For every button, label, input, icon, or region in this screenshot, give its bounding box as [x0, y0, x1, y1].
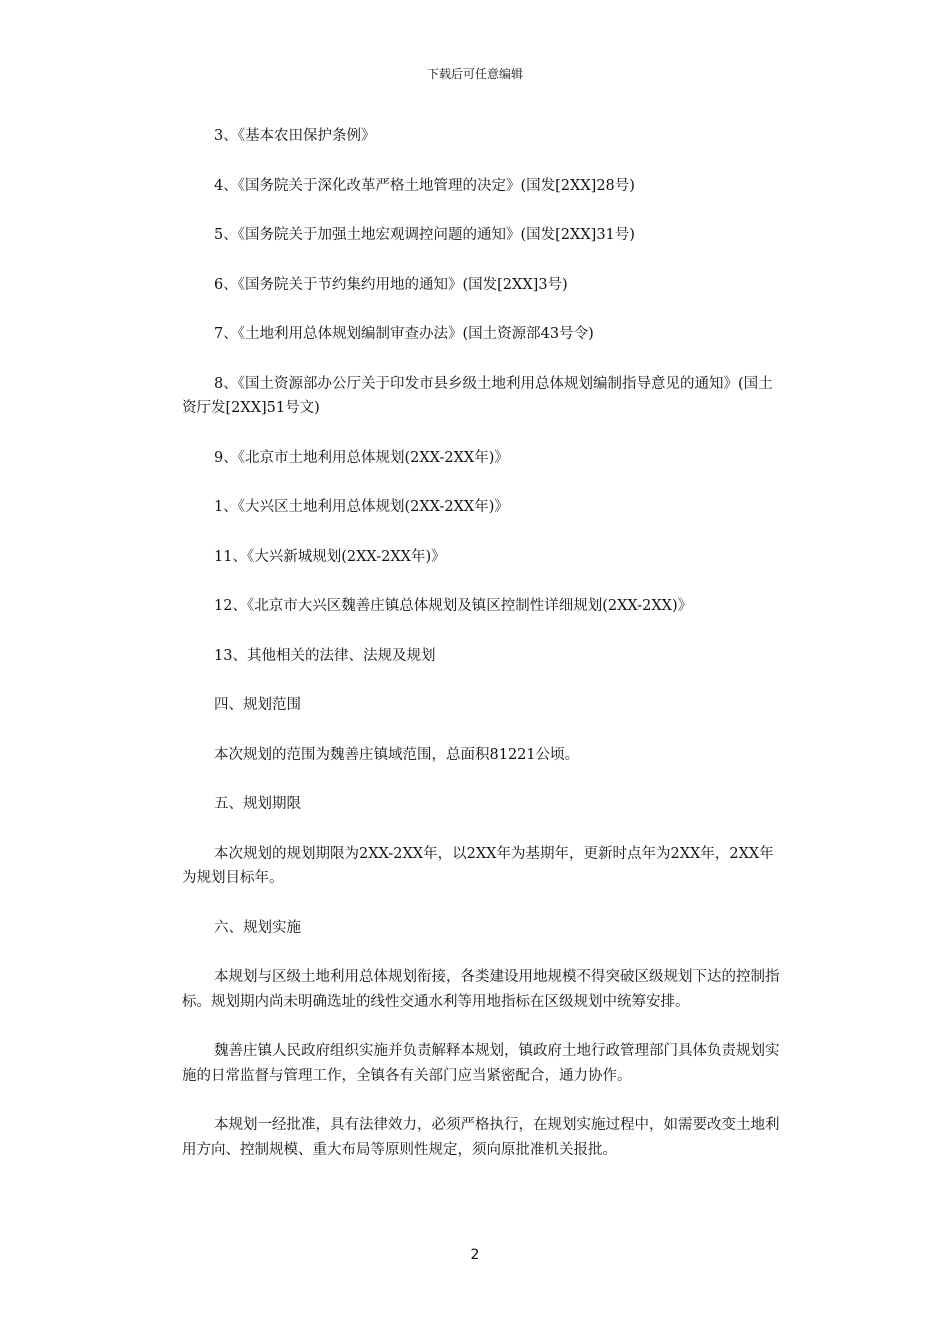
paragraph-ref-12: 12、《北京市大兴区魏善庄镇总体规划及镇区控制性详细规划(2XX-2XX)》 [214, 598, 693, 614]
page-number: 2 [470, 1247, 480, 1263]
paragraph-scope: 本次规划的范围为魏善庄镇域范围，总面积81221公顷。 [214, 746, 580, 763]
paragraph-ref-13: 13、其他相关的法律、法规及规划 [214, 647, 436, 664]
paragraph-ref-9: 9、《北京市土地利用总体规划(2XX-2XX年)》 [214, 449, 509, 466]
paragraph-period: 本次规划的规划期限为2XX-2XX年，以2XX年为基期年，更新时点年为2XX年，2XX年为规划目标年。 [182, 845, 774, 886]
paragraph-implementation-3: 本规划一经批准，具有法律效力，必须严格执行，在规划实施过程中，如需要改变土地利用方向、控制规模、重大布局等原则性规定，须向原批准机关报批。 [182, 1117, 780, 1158]
paragraph-ref-7: 7、《土地利用总体规划编制审查办法》(国土资源部43号令) [214, 326, 594, 342]
paragraph-ref-6: 6、《国务院关于节约集约用地的通知》(国发[2XX]3号) [214, 276, 568, 293]
document-body [182, 124, 782, 1162]
section-heading-implementation: 六、规划实施 [214, 919, 301, 936]
paragraph-ref-4: 4、《国务院关于深化改革严格土地管理的决定》(国发[2XX]28号) [214, 177, 635, 194]
paragraph-ref-3: 3、《基本农田保护条例》 [214, 128, 376, 144]
section-heading-period: 五、规划期限 [214, 796, 301, 812]
paragraph-ref-11: 11、《大兴新城规划(2XX-2XX年)》 [214, 548, 446, 565]
paragraph-ref-8: 8、《国土资源部办公厅关于印发市县乡级土地利用总体规划编制指导意见的通知》(国土资厅发[2XX]51号文) [182, 375, 773, 416]
paragraph-ref-10: 1、《大兴区土地利用总体规划(2XX-2XX年)》 [214, 499, 509, 515]
paragraph-implementation-2: 魏善庄镇人民政府组织实施并负责解释本规划，镇政府土地行政管理部门具体负责规划实施的日常监督与管理工作，全镇各有关部门应当紧密配合，通力协作。 [182, 1043, 780, 1084]
section-heading-scope: 四、规划范围 [214, 697, 301, 713]
paragraph-ref-5: 5、《国务院关于加强土地宏观调控问题的通知》(国发[2XX]31号) [214, 227, 635, 243]
paragraph-implementation-1: 本规划与区级土地利用总体规划衔接，各类建设用地规模不得突破区级规划下达的控制指标。规划期内尚未明确选址的线性交通水利等用地指标在区级规划中统筹安排。 [182, 969, 780, 1010]
page-header: 下载后可任意编辑 [426, 67, 523, 81]
